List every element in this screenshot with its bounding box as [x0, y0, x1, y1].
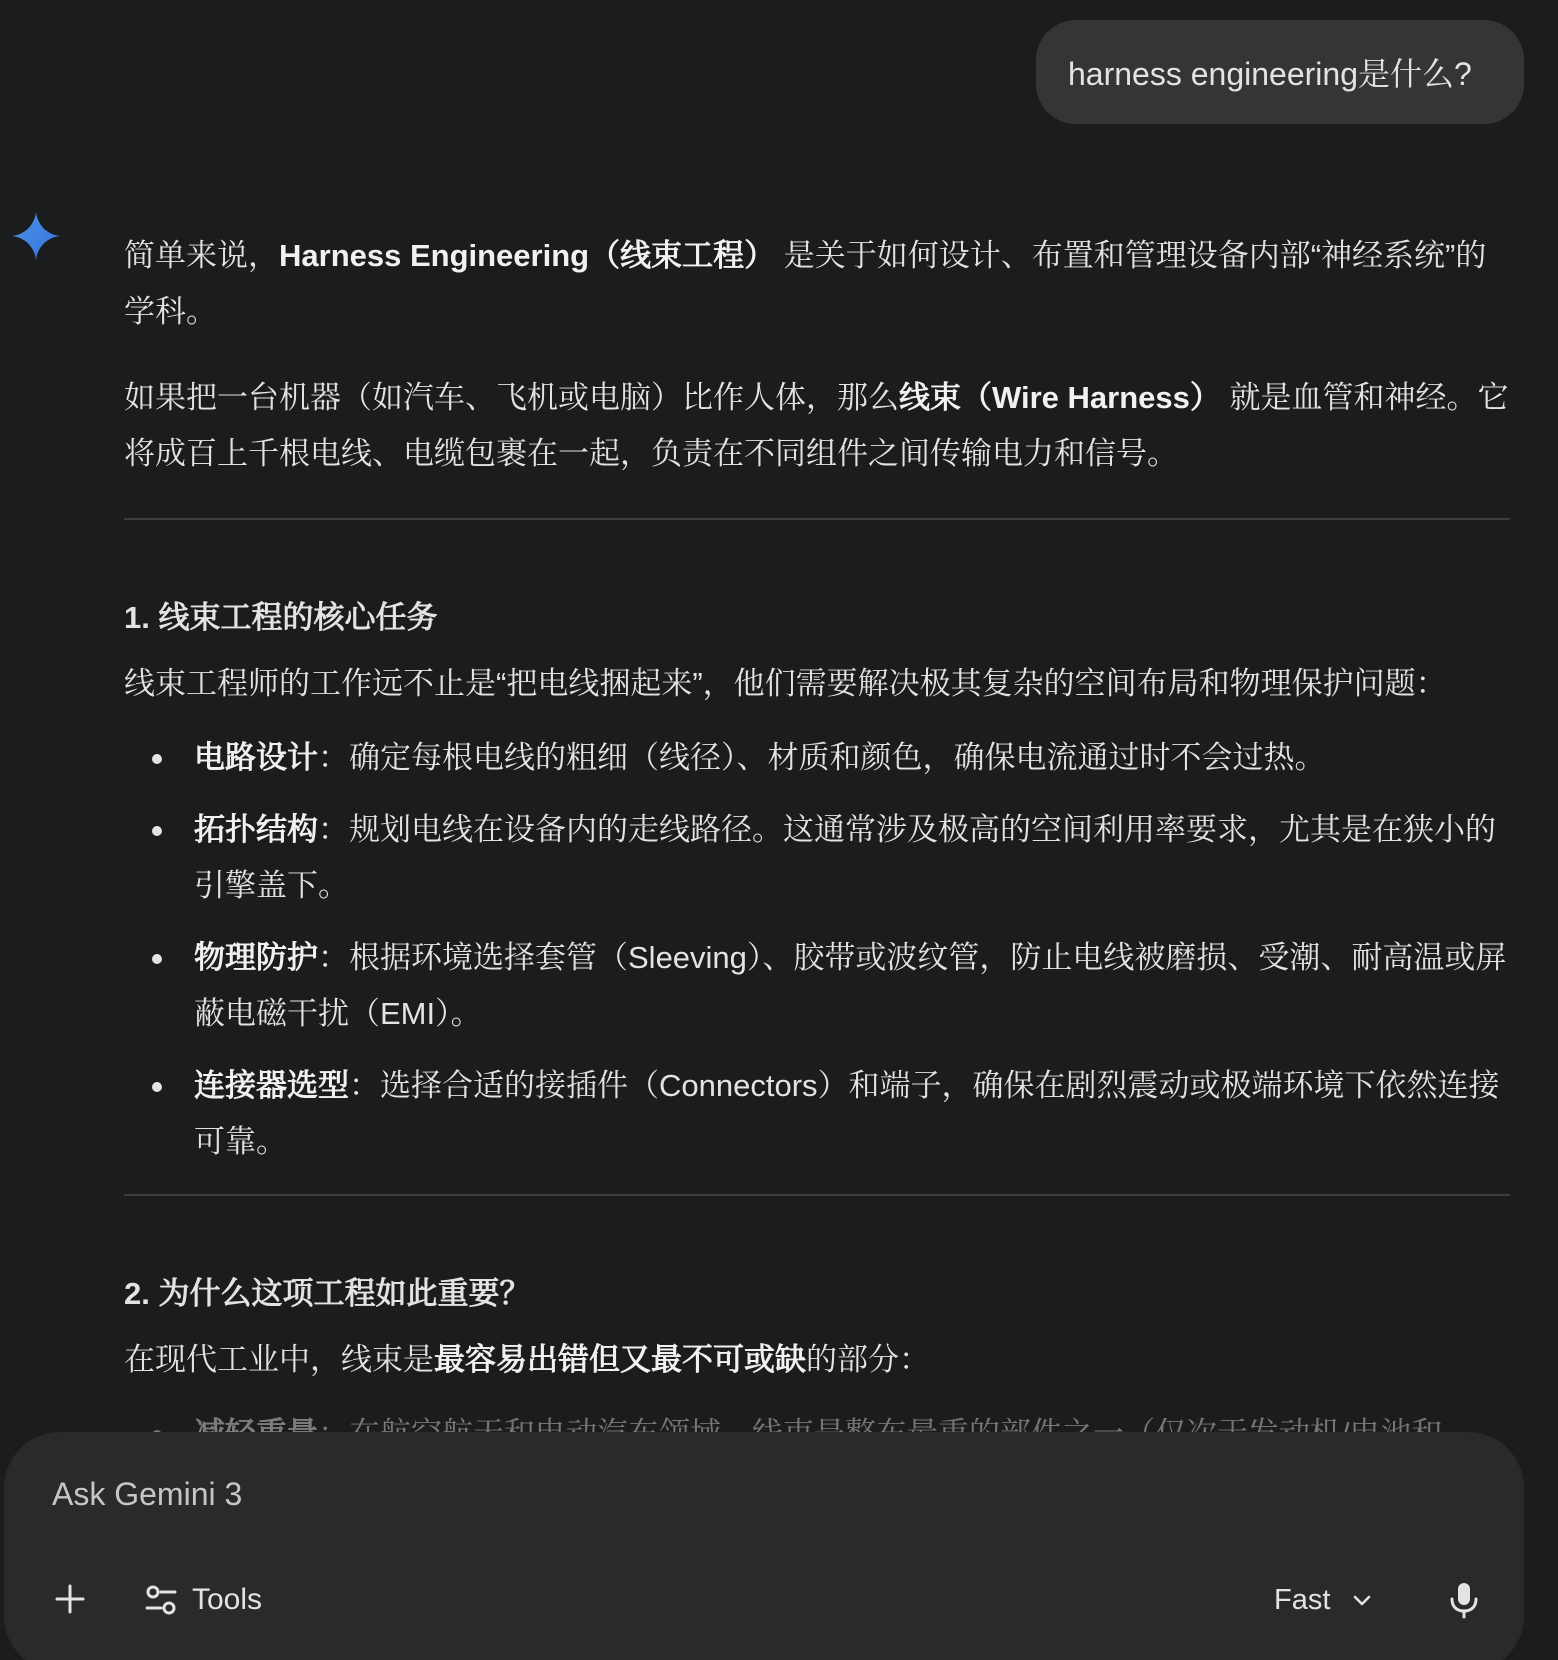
- user-message-bubble: [1036, 20, 1524, 124]
- model-mode-selector[interactable]: [1274, 1572, 1374, 1628]
- s2-intro-bold: 最容易出错但又最不可或缺: [434, 1342, 806, 1377]
- p2-text-end: 就是血管和神经。它将成百上千根电线、电缆包裹在一起，负责在不同组件之间传输电力和信号。: [124, 380, 1509, 471]
- tools-button[interactable]: [144, 1572, 262, 1628]
- bullet-dot: [152, 954, 162, 964]
- list-item-text: ：规划电线在设备内的走线路径。这通常涉及极高的空间利用率要求，尤其是在狭小的引擎盖下。: [194, 812, 1496, 903]
- bullet-dot: [152, 754, 162, 764]
- p2-bold: 线束（Wire Harness）: [899, 380, 1221, 415]
- p1-bold: Harness Engineering（线束工程）: [279, 238, 776, 273]
- user-message-text: harness engineering是什么?: [1068, 56, 1472, 92]
- response-paragraph-2: [124, 370, 1510, 482]
- section-2-intro: [124, 1330, 1510, 1390]
- add-attachment-button[interactable]: [48, 1577, 92, 1621]
- prompt-input[interactable]: Ask Gemini 3: [52, 1476, 243, 1512]
- chat-composer[interactable]: [4, 1432, 1524, 1660]
- divider: [124, 1194, 1510, 1196]
- s2-intro-end: 的部分：: [806, 1342, 930, 1377]
- gemini-sparkle-icon: [12, 212, 60, 260]
- p1-text-end: 是关于如何设计、布置和管理设备内部“神经系统”的学科。: [124, 238, 1487, 329]
- list-item: [124, 802, 1510, 914]
- list-item-text: ：根据环境选择套管（Sleeving）、胶带或波纹管，防止电线被磨损、受潮、耐高温或屏蔽电磁干扰（EMI）。: [194, 940, 1507, 1031]
- response-paragraph-1: [124, 228, 1510, 340]
- microphone-icon: [1449, 1581, 1479, 1619]
- list-item: [124, 730, 1510, 786]
- tools-label: Tools: [192, 1583, 263, 1616]
- section-1-list: [124, 730, 1510, 1170]
- s2-intro-text: 在现代工业中，线束是: [124, 1342, 434, 1377]
- divider: [124, 518, 1510, 520]
- list-item-term: 电路设计: [194, 740, 318, 775]
- bullet-dot: [152, 1082, 162, 1092]
- section-1-intro: 线束工程师的工作远不止是“把电线捆起来”，他们需要解决极其复杂的空间布局和物理保护问题：: [124, 666, 1447, 701]
- plus-icon: [54, 1583, 86, 1615]
- bullet-dot: [152, 826, 162, 836]
- list-item-term: 连接器选型: [194, 1068, 349, 1103]
- gemini-response: [124, 228, 1510, 1478]
- tools-sliders-icon: [144, 1583, 178, 1617]
- list-item: [124, 930, 1510, 1042]
- mode-label: Fast: [1274, 1583, 1331, 1616]
- microphone-button[interactable]: [1444, 1580, 1484, 1620]
- list-item: [124, 1058, 1510, 1170]
- list-item-term: 拓扑结构: [194, 812, 318, 847]
- chevron-down-icon: [1350, 1588, 1374, 1612]
- list-item-text: ：选择合适的接插件（Connectors）和端子，确保在剧烈震动或极端环境下依然连接可靠。: [194, 1068, 1500, 1159]
- list-item-text: ：确定每根电线的粗细（线径）、材质和颜色，确保电流通过时不会过热。: [318, 740, 1326, 775]
- section-1-heading: 1. 线束工程的核心任务: [124, 600, 438, 635]
- p2-text: 如果把一台机器（如汽车、飞机或电脑）比作人体，那么: [124, 380, 899, 415]
- list-item-term: 物理防护: [194, 940, 318, 975]
- p1-text: 简单来说，: [124, 238, 279, 273]
- section-2-heading: 2. 为什么这项工程如此重要？: [124, 1276, 531, 1311]
